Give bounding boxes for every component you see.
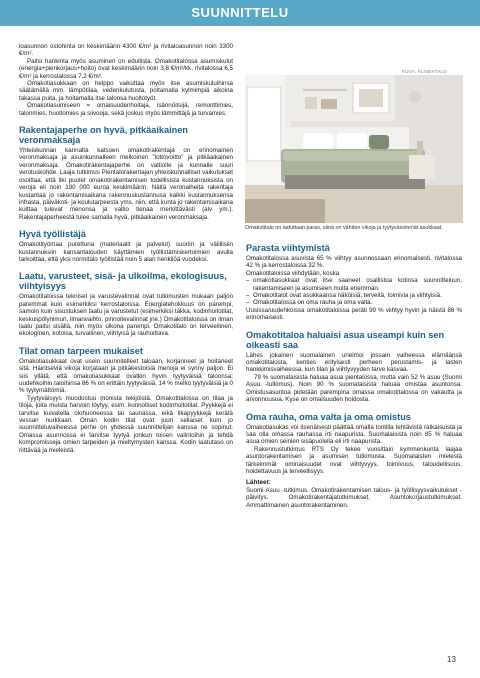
employer-paragraph: Omakotityömaa purettuna (materiaalit ja palvelut) suoriin ja välillisiin kustannuksiin kansantalouden käyttämien työllistämiskertoimien avulla tarkoittaa, että yksi normitalo työllistää noin 5 alan henkilöä vuodeksi. — [19, 241, 233, 263]
comfort-paragraph-3: Uusissa/uudehkoissa omakotitaloissa peräti 99 % viihtyy hyvin ja näistä 86 % erinomaisesti. — [246, 306, 462, 322]
section-heading-desire: Omakotitaloa haluaisi asua useampi kuin sen oikeasti saa — [246, 329, 445, 350]
spaces-paragraph-1: Omakotiasukkaat ovat usein suunnitelleet taloaan, korjanneet ja hoitaneet sitä. Häiritseviä vikoja korjataan ja pitkäkestoisiä menoja ei synny paljon. Ei siis yllätä, että omakotiasukkaat ovatkin hyvin tyytyväisiä taloonsa: uudehkoihin taloihinsa 86 % on erittäin tyytyväisiä, 14 % melko tyytyväisiä ja 0 % tyytymättömiä. — [19, 357, 233, 395]
comfort-paragraph-2: Omakotitaloissa viihdytään, koska — [246, 269, 340, 277]
intro-paragraph-2: Paitsi hankinta myös asuminen on edullista. Omakotitalossa asumiskulut (energia+pienkorjaus+hoito) ovat keskimäärin noin 3,8 €/m²/kk, rivitalossa 6,5 €/m² ja kerrostalossa 7,2 €/m². — [19, 57, 233, 80]
photo-credit: KUVA: ÅLISBYTALO — [402, 69, 447, 74]
section-heading-employer: Hyvä työllistäjä — [19, 229, 86, 240]
photo-caption: Omakotitalo on laduttaan paras, siinä on vähiten vikoja ja tyytyväisimmät asukkaat. — [245, 225, 443, 231]
desire-paragraph-1: Lähes jokainen suomalainen unelmoi jossain vaiheessa elämäänsä omakotitalosta, kenties erityisesti perheen perustamis- ja lasten hankkimisvaiheessa, kun tilan ja viihtyvyyden tarve kasvaa. — [246, 351, 462, 374]
intro-paragraph-1: loasunnon ostohinta on keskimäärin 4300 €/m² ja rivitaloasunnon noin 3300 €/m². — [19, 43, 233, 58]
desire-paragraph-2: 79 % suomalaisista haluaa asua pientalossa, mutta vain 52 % asuu (Suomi Asuu -tutkimus). Noin 90 % suomalaisista haluaa omistaa asuntonsa. Omistusasuntoa pidetään parempina omassa omakotitalossa on vakautta ja arvonnousua. Kyse on omaisuuden hoidosta. — [246, 373, 462, 404]
peace-paragraph-2: Rakennustutkimus RTS Oy tekee vuosittain kymmenkunta laajaa asuntorakentamisen ja asumisen tutkimusta. Suomalaisten mielestä tärkeimmät ominaisuudet ovat viihtyvyys, toimivuus, taloudellisuus, hoidettavuus ja terveellisyys. — [246, 445, 462, 475]
comfort-paragraph-1: Omakotitalossa asuvista 65 % viihtyy asunnossaan erinomaisesti, rivitalossa 42 % ja kerrostaloissa 32 %. — [246, 255, 462, 270]
left-column — [19, 43, 233, 454]
peace-paragraph-1: Omakotiasukas voi itsenäisesti päättää omalla tontilla tehtävistä ratkaisuista ja saa olla omassa rauhassa irti naapurista. Suomalaisista noin 85 % haluaa asua omien seinien sisäpuolella eli irti naapurista. — [246, 423, 462, 446]
bedroom-photo — [245, 75, 463, 223]
section-heading-spaces: Tilat oman tarpeen mukaiset — [19, 345, 143, 356]
section-heading-quality: Laatu, varusteet, sisä- ja ulkoilma, ekologisuus, viihtyisyys — [19, 271, 227, 292]
bedroom-illustration — [245, 75, 463, 223]
sources-heading: Lähteet: — [246, 479, 271, 487]
comfort-reasons-list — [246, 277, 462, 307]
intro-paragraph-4: Omakotiasumiseen = omaisuudenhoitaja, isännöitsijä, remonttimies, talonmies, huoltomies ja siivooja, sekä joskus myös lämmittäjä ja turvamies. — [19, 102, 233, 117]
page-number: 13 — [447, 655, 456, 664]
taxpayer-paragraph: Yhteiskunnan kannalta katsoen omakotirakentaja on erinomainen veronmaksaja ja asuinkunnalleen melkoinen "lottovoitto" ja pitkäaikainen veronmaksaja. Omakotirakentajaperhe on valtiolle ja kunnalle suuri verotuskohde. Laaja tutkimus Pientalorakentajan yhteiskunnalliset vaikutukset osoittaa, että liki puolet omakotirakentamisen todellisista kustannuksista on veroja eli noin 190 000 euroa keskimäärin. Näitä veronaiheita rakentaja kustantaa jo rakentamisaikana rakennuskustannusa kaikki kustannuksensa infrasta, päiväkoti- ja koulutarpeesta yms. niin, että kunta jo rakentamisaikana kuittaa tulevat menonsa ja valtio tienaa merkittävästi (alv ym.). Rakentajaperheestä tulee samalla hyvä, pitkäaikainen veronmaksaja. — [19, 147, 233, 221]
section-header — [0, 0, 480, 26]
intro-paragraph-3: Omakotiasukkaan on helppo vaikuttaa myös itse asumiskuluihinsa säätämällä mm. lämpötilaa, vedenkulutusta, poltamalla kylmimpiä aikoina takassa puita, ja hoitamalla itse talonsa huoltotyöt. — [19, 80, 233, 102]
right-column — [246, 243, 462, 509]
list-item: – Omakotitalot ovat asukkaansa näköisiä, terveitä, toimivia ja viihtyisiä. — [246, 292, 462, 299]
sources-text: Suomi Asuu -tutkimus. Omakotirakentamisen talous- ja työllisyysvaikutukset -päivitys. Omakotirakentajatutkimukset, Asuntokorjaustutkimukset. Ammattimainen asuntorakentaminen. — [246, 486, 462, 509]
section-heading-comfort: Parasta viihtymistä — [246, 243, 330, 253]
section-heading-taxpayer: Rakentajaperhe on hyvä, pitkäaikainen veronmaksaja — [19, 125, 189, 146]
quality-paragraph: Omakotitaloissa tekniset ja varustevalinnat ovat tutkimusten mukaan paljon paremmat kuin esimerkiksi kerrostaloissa. Energiatehokkuus on parempi, samoin kuin sisustuksen laatu ja varustetut (esimerkiksi takka, kodinhoitotilat, keskuspölynimuri, ilmanvaihto, pinnoitevalinnat jne.) Omakotitaloissa on ilman laatu paitsi sisällä, niin myös ulkona parempi. Omakotitalo on terveellinen, ekologinen, kotoisa, turvallinen, viihtyisä ja rauhoittava. — [19, 293, 233, 338]
list-item: – omakotiasukkaat ovat itse saaneet osallistua kotinsa suunnitteluun, rakentamiseen ja asumiseen muita enemmän. — [246, 277, 462, 292]
list-item: – Omakotitalossa on oma rauha ja oma valta. — [246, 299, 462, 306]
section-heading-peace: Oma rauha, oma valta ja oma omistus — [246, 411, 411, 422]
section-title: SUUNNITTELU — [191, 5, 289, 20]
spaces-paragraph-2: Tyytyväisyys muodostuu monista tekijöistä. Omakotitalossa on tilaa ja tiloja, joita muista harvoin löytyy, esim. kunnolliset kodinhoitotilat. Pyykkejä ei tarvitse kuivatella olohuoneessa tai saunassa, eikä likapyykkejä kerätä vessan nurkkaan. Oman kodin tilat ovat juuri sellaiset kuin jo suunnitteluvaiheessa perhe on yhdessä suunnittelijan kanssa ne sopinut. Omassa asunnossa ei tarvitse tyytyä jonkun toisen valintoihin ja tehdä kompromisseja omien tarpeiden ja mieltymysten kanssa. Kodin laatutaso on riittävää ja mieleistä. — [19, 394, 233, 454]
